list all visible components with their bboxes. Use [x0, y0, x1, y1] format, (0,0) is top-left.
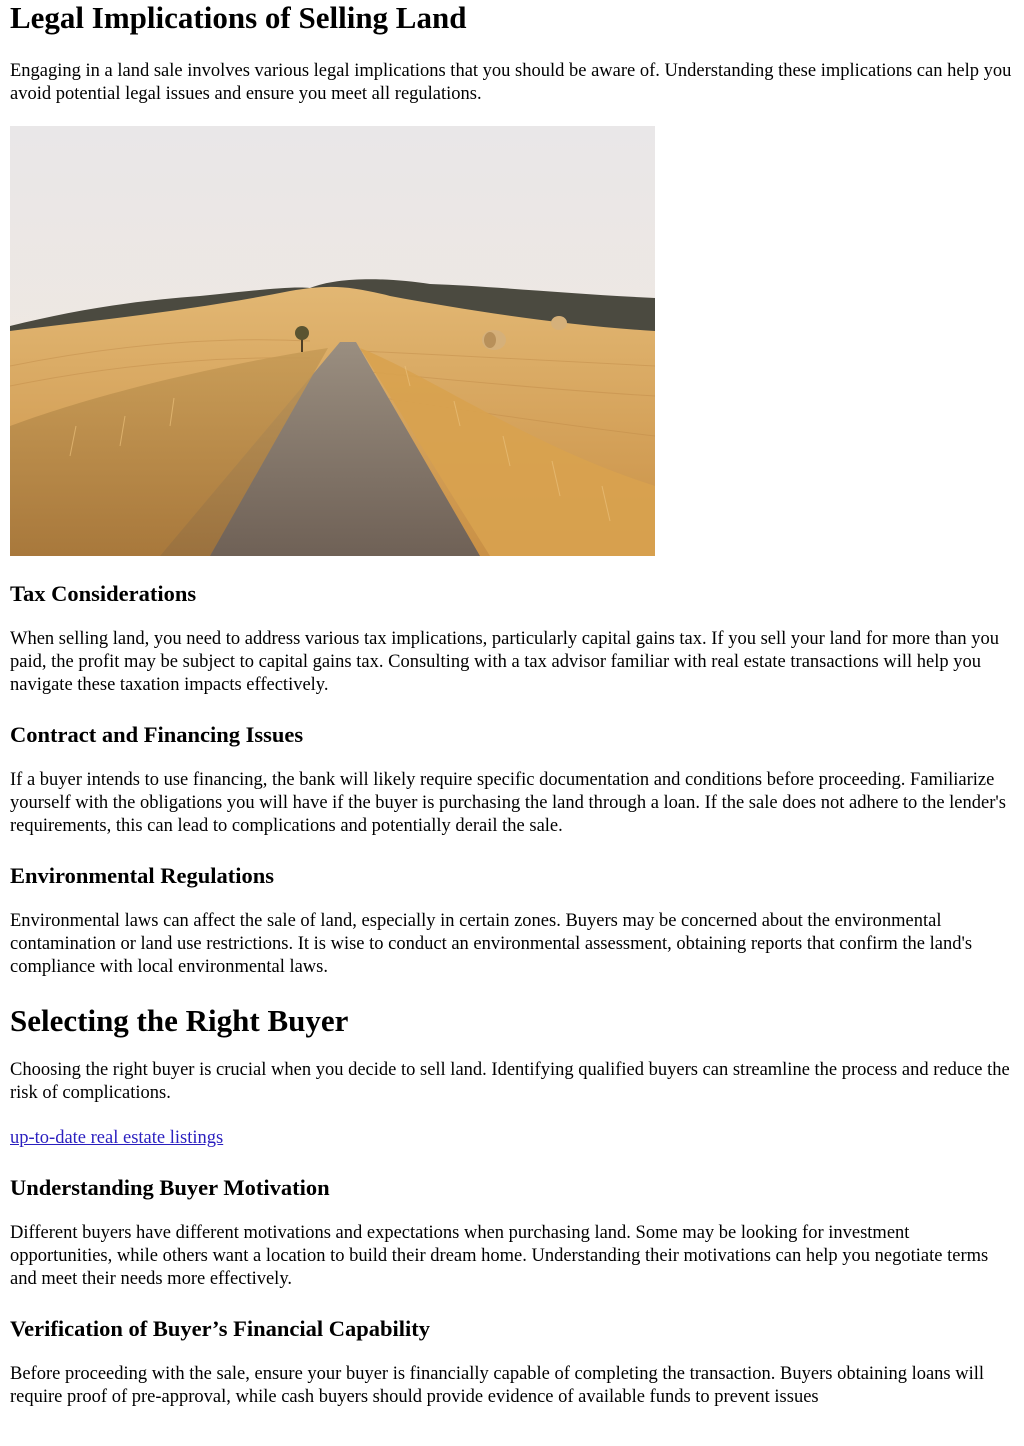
intro-paragraph: Engaging in a land sale involves various legal implications that you should be aware of. Understanding these implications can help you avoid potential legal issues and ensure you meet all regulations.: [10, 61, 1012, 104]
environmental-paragraph: Environmental laws can affect the sale of land, especially in certain zones. Buyers may be concerned about the environmental contamination or land use restrictions. It is wise to conduct an environmental assessment, obtaining reports that confirm the land's compliance with local environmental laws.: [10, 911, 973, 977]
heading-environmental-regulations: Environmental Regulations: [10, 863, 274, 888]
real-estate-listings-link[interactable]: up-to-date real estate listings: [10, 1128, 224, 1148]
motivation-paragraph: Different buyers have different motivations and expectations when purchasing land. Some may be looking for investment opportunities, while others want a location to build their dream home. Understanding their motivations can help you negotiate terms and meet their needs more effectively.: [10, 1223, 989, 1289]
heading-financial-verification: Verification of Buyer’s Financial Capability: [10, 1316, 430, 1341]
field-road-photo: [10, 126, 655, 556]
contract-paragraph: If a buyer intends to use financing, the bank will likely require specific documentation and conditions before proceeding. Familiarize yourself with the obligations you will have if the buyer is purchasing the land through a loan. If the sale does not adhere to the lender's requirements, this can lead to complications and potentially derail the sale.: [10, 770, 1006, 836]
tax-paragraph: When selling land, you need to address various tax implications, particularly capital gains tax. If you sell your land for more than you paid, the profit may be subject to capital gains tax. Consulting with a tax advisor familiar with real estate transactions will help you navigate these taxation impacts effectively.: [10, 629, 999, 695]
heading-selecting-buyer: Selecting the Right Buyer: [10, 1003, 349, 1038]
landscape-illustration: [10, 126, 655, 556]
heading-tax-considerations: Tax Considerations: [10, 581, 197, 606]
heading-buyer-motivation: Understanding Buyer Motivation: [10, 1175, 330, 1200]
heading-contract-financing: Contract and Financing Issues: [10, 722, 304, 747]
listings-link-paragraph: [10, 1127, 1014, 1150]
buyer-intro-paragraph: Choosing the right buyer is crucial when you decide to sell land. Identifying qualified buyers can streamline the process and reduce the risk of complications.: [10, 1060, 1010, 1103]
heading-legal-implications: Legal Implications of Selling Land: [10, 0, 467, 35]
verification-paragraph: Before proceeding with the sale, ensure your buyer is financially capable of completing the transaction. Buyers obtaining loans will require proof of pre-approval, while cash buyers should provide evidence of available funds to prevent issues: [10, 1364, 985, 1407]
